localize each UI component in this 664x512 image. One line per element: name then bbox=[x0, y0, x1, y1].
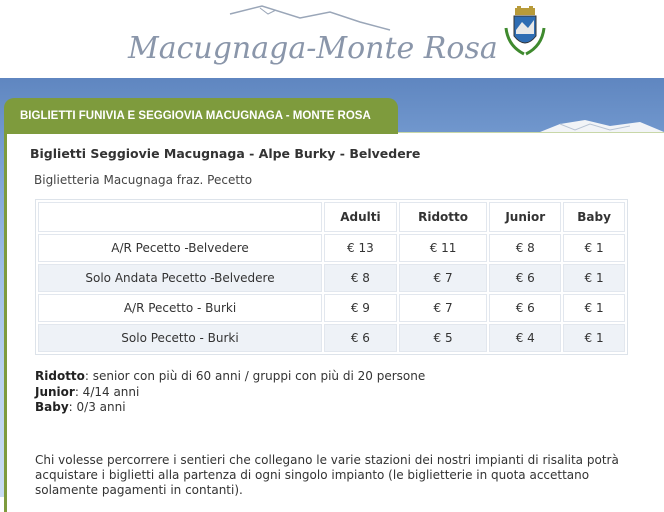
price-cell: € 8 bbox=[489, 234, 561, 262]
column-header-adulti: Adulti bbox=[324, 202, 397, 232]
table-row bbox=[38, 294, 625, 322]
column-header-baby: Baby bbox=[563, 202, 625, 232]
price-cell: € 4 bbox=[489, 324, 561, 352]
price-cell: € 13 bbox=[324, 234, 397, 262]
table-header-row bbox=[38, 202, 625, 232]
route-cell: Solo Pecetto - Burki bbox=[38, 324, 322, 352]
info-paragraph: Chi volesse percorrere i sentieri che collegano le varie stazioni dei nostri impianti di risalita potrà acquistare i biglietti alla partenza di ogni singolo impianto (le biglietterie in quota accettano solamente pagamenti in contanti). bbox=[35, 453, 619, 497]
note-text: : 0/3 anni bbox=[68, 400, 126, 414]
mountain-logo[interactable] bbox=[0, 0, 498, 78]
column-header-junior: Junior bbox=[489, 202, 561, 232]
note-junior bbox=[35, 385, 425, 401]
note-baby bbox=[35, 400, 425, 416]
note-term: Baby bbox=[35, 400, 69, 414]
note-text: : senior con più di 60 anni / gruppi con più di 20 persone bbox=[84, 369, 426, 383]
route-cell: A/R Pecetto - Burki bbox=[38, 294, 322, 322]
note-ridotto bbox=[35, 369, 425, 385]
table-row bbox=[38, 234, 625, 262]
page-title: Biglietti Seggiovie Macugnaga - Alpe Burky - Belvedere bbox=[30, 146, 421, 161]
header bbox=[0, 0, 664, 78]
tab-biglietti[interactable]: BIGLIETTI FUNIVIA E SEGGIOVIA MACUGNAGA - MONTE ROSA bbox=[4, 98, 398, 134]
price-cell: € 6 bbox=[489, 264, 561, 292]
route-cell: Solo Andata Pecetto -Belvedere bbox=[38, 264, 322, 292]
route-cell: A/R Pecetto -Belvedere bbox=[38, 234, 322, 262]
price-cell: € 6 bbox=[324, 324, 397, 352]
note-term: Junior bbox=[35, 384, 75, 399]
price-cell: € 6 bbox=[489, 294, 561, 322]
price-cell: € 7 bbox=[399, 264, 487, 292]
note-term: Ridotto bbox=[35, 369, 85, 383]
table-row bbox=[38, 324, 625, 352]
price-cell: € 7 bbox=[399, 294, 487, 322]
price-cell: € 5 bbox=[399, 324, 487, 352]
note-text: : 4/14 anni bbox=[74, 384, 140, 399]
fare-notes bbox=[35, 369, 425, 416]
price-cell: € 9 bbox=[324, 294, 397, 322]
price-cell: € 8 bbox=[324, 264, 397, 292]
price-cell: € 1 bbox=[563, 324, 625, 352]
price-cell: € 11 bbox=[399, 234, 487, 262]
price-cell: € 1 bbox=[563, 234, 625, 262]
coat-of-arms-icon bbox=[502, 6, 548, 58]
table-row bbox=[38, 264, 625, 292]
price-cell: € 1 bbox=[563, 294, 625, 322]
price-table bbox=[35, 199, 628, 355]
logo-text: Macugnaga-Monte Rosa bbox=[128, 31, 498, 66]
page-subtitle: Biglietteria Macugnaga fraz. Pecetto bbox=[34, 173, 253, 187]
column-header-ridotto: Ridotto bbox=[399, 202, 487, 232]
column-header bbox=[38, 202, 322, 232]
price-cell: € 1 bbox=[563, 264, 625, 292]
